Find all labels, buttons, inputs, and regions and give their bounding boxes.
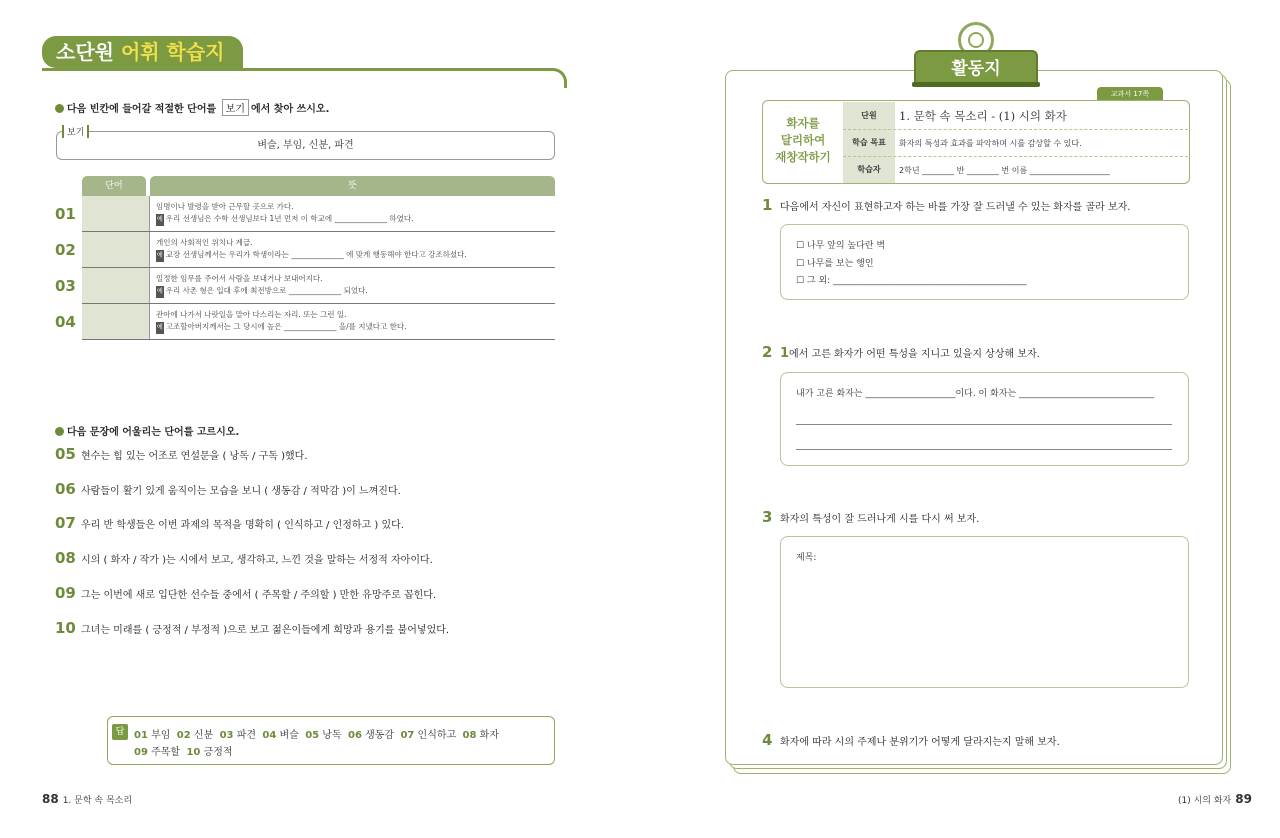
table-row: 개인의 사회적인 위치나 계급. 예 교장 선생님께서는 우리가 학생이라는 ______________ 에 맞게 행동해야 한다고 강조하셨다. <box>82 232 555 268</box>
page-title <box>42 36 243 68</box>
activity-question-3: 3 화자의 특성이 잘 드러나게 시를 다시 써 보자. <box>762 508 980 526</box>
goal-value: 화자의 특성과 효과를 파악하며 시를 감상할 수 있다. <box>899 139 1082 148</box>
goal-label: 학습 목표 <box>843 129 895 156</box>
row-number: 01 <box>55 205 76 223</box>
answers-line-1: 01 부임 02 신분 03 파견 04 벼슬 05 낭독 06 생동감 07 인식하고 08 화자 <box>134 730 499 741</box>
title-rule <box>42 68 567 88</box>
bogi-label: 보기 <box>62 125 89 138</box>
speaker-prompt: 내가 고른 화자는 ____________________이다. 이 화자는 ______________________________ <box>796 389 1155 399</box>
activity-question-2: 2 1에서 고른 화자가 어떤 특성을 지니고 있을지 상상해 보자. <box>762 343 1040 361</box>
answers-line-2: 09 주목할 10 긍정적 <box>134 747 233 758</box>
table-row: 임명이나 발령을 받아 근무할 곳으로 가다. 예 우리 선생님은 수학 선생님보다 1년 먼저 이 학교에 ______________ 하였다. <box>82 196 555 232</box>
bogi-ref: 보기 <box>222 99 249 116</box>
option-wall[interactable]: ☐ 나무 앞의 높다란 벽 <box>796 241 886 251</box>
clip-bar <box>912 82 1040 87</box>
bullet-icon <box>55 427 64 436</box>
unit-value: 1. 문학 속 목소리 - (1) 시의 화자 <box>899 109 1067 123</box>
col-word: 단어 <box>82 176 146 196</box>
textbook-ref: 교과서 17쪽 <box>1097 87 1163 101</box>
question-item: 08 시의 ( 화자 / 작가 )는 시에서 보고, 생각하고, 느낀 것을 말하는 서정적 자아이다. <box>55 549 433 567</box>
vocab-table <box>82 176 555 340</box>
page-number: 89 <box>1235 792 1252 806</box>
student-fields[interactable]: 2학년 ________ 반 ________ 번 이름 ____________________ <box>899 166 1110 175</box>
instruction-1: 다음 빈칸에 들어갈 적절한 단어를 보기 에서 찾아 쓰시오. <box>55 99 329 116</box>
table-row: 일정한 임무를 주어서 사람을 보내거나 보내어지다. 예 우리 사촌 형은 입대 후에 최전방으로 ______________ 되었다. <box>82 268 555 304</box>
row-number: 03 <box>55 277 76 295</box>
title-main: 소단원 <box>56 40 121 64</box>
student-label: 학습자 <box>843 156 895 183</box>
row-number: 02 <box>55 241 76 259</box>
question-item: 05 현수는 힘 있는 어조로 연설문을 ( 낭독 / 구독 )했다. <box>55 445 308 463</box>
option-passerby[interactable]: ☐ 나무를 보는 행인 <box>796 259 874 269</box>
word-blank[interactable] <box>82 232 150 267</box>
instruction-2: 다음 문장에 어울리는 단어를 고르시오. <box>55 423 239 438</box>
word-blank[interactable] <box>82 304 150 339</box>
divider <box>843 129 1188 130</box>
bogi-box <box>56 131 555 160</box>
activity-title: 화자를 달리하여 재창작하기 <box>775 116 831 164</box>
question-item: 07 우리 반 학생들은 이번 과제의 목적을 명확히 ( 인식하고 / 인정하고 ) 있다. <box>55 514 404 532</box>
write-line <box>796 449 1172 450</box>
activity-question-1: 1 다음에서 자신이 표현하고자 하는 바를 가장 잘 드러낼 수 있는 화자를 골라 보자. <box>762 196 1131 214</box>
clip-hole-icon <box>968 32 984 48</box>
col-meaning: 뜻 <box>150 176 555 196</box>
divider <box>843 156 1188 157</box>
table-row: 관아에 나가서 나랏일을 맡아 다스리는 자리. 또는 그런 일. 예 고조할아버지께서는 그 당시에 높은 ______________ 을/를 지냈다고 한다. <box>82 304 555 340</box>
page-footer-left: 88 1. 문학 속 목소리 <box>42 792 133 806</box>
clip-title: 활동지 <box>951 59 1001 79</box>
option-other[interactable]: ☐ 그 외: ___________________________________________ <box>796 276 1027 286</box>
write-line <box>796 424 1172 425</box>
title-highlight: 어휘 학습지 <box>120 40 225 64</box>
bullet-icon <box>55 104 64 113</box>
page-number: 88 <box>42 792 59 806</box>
page-footer-right: (1) 시의 화자 89 <box>1178 792 1252 806</box>
answer-area-3[interactable] <box>780 536 1189 688</box>
row-number: 04 <box>55 313 76 331</box>
poem-title-prompt: 제목: <box>796 553 817 563</box>
unit-label: 단원 <box>843 102 895 129</box>
word-blank[interactable] <box>82 196 150 231</box>
question-item: 06 사람들이 활기 있게 움직이는 모습을 보니 ( 생동감 / 적막감 )이 느껴진다. <box>55 480 401 498</box>
question-item: 10 그녀는 미래를 ( 긍정적 / 부정적 )으로 보고 젊은이들에게 희망과 용기를 불어넣었다. <box>55 619 450 637</box>
activity-question-4: 4 화자에 따라 시의 주제나 분위기가 어떻게 달라지는지 말해 보자. <box>762 731 1060 749</box>
bogi-words: 벼슬, 부임, 신분, 파견 <box>257 140 354 151</box>
answer-tag: 답 <box>112 724 128 740</box>
question-item: 09 그는 이번에 새로 입단한 선수들 중에서 ( 주목할 / 주의할 ) 만한 유망주로 꼽힌다. <box>55 584 437 602</box>
word-blank[interactable] <box>82 268 150 303</box>
